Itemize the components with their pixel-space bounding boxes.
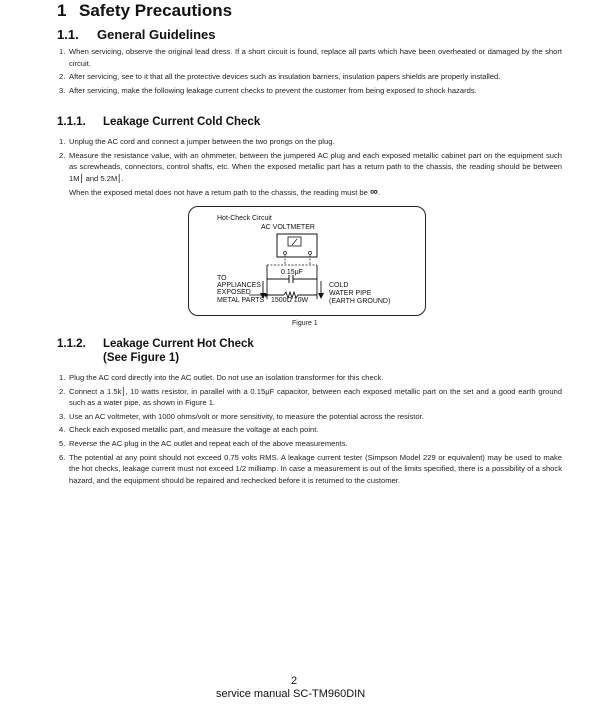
infinity-symbol: ∞ [370, 186, 378, 198]
figure-caption: Figure 1 [292, 320, 318, 327]
right-label-line-2: WATER PIPE [329, 290, 372, 297]
voltmeter-label: AC VOLTMETER [261, 224, 315, 231]
left-label-line-2: APPLIANCES [217, 282, 261, 289]
left-label-line-4: METAL PARTS [217, 297, 265, 304]
footer-title: service manual SC-TM960DIN [216, 688, 366, 700]
voltmeter-body [277, 234, 317, 257]
list-item: 3. Use an AC voltmeter, with 1000 ohms/volt or more sensitivity, to measure the potential across the resistor. [59, 411, 424, 421]
page-number: 2 [291, 675, 298, 687]
cold-check-list [57, 136, 562, 186]
general-number: 1.1. [57, 27, 79, 42]
right-label-line-1: COLD [329, 282, 349, 289]
general-guidelines-list [57, 46, 562, 98]
list-item: 4. Check each exposed metallic part, and measure the voltage at each point. [59, 425, 319, 435]
list-item: 3. After servicing, make the following leakage current checks to prevent the customer from being exposed to shock hazards. [59, 85, 477, 95]
list-item: 5. Reverse the AC plug in the AC outlet and repeat each of the above measurements. [59, 438, 348, 448]
figure-title: Hot-Check Circuit [217, 215, 272, 222]
arrow-down-icon [318, 293, 324, 299]
section-heading [57, 1, 232, 21]
section-title: Safety Precautions [79, 1, 233, 20]
hot-check-circuit-figure [188, 206, 426, 316]
general-title: General Guidelines [97, 27, 216, 42]
list-item: 1. When servicing, observe the original lead dress. If a short circuit is found, replace all parts which have been overheated or damaged by the short circuit. [59, 47, 562, 68]
list-item: 2. Connect a 1.5k⎮, 10 watts resistor, in parallel with a 0.15μF capacitor, between each exposed metallic part on the set and a good earth ground such as a water pipe, as shown in Figure 1. [59, 386, 562, 408]
general-guidelines-heading [57, 27, 216, 42]
cold-check-note: When the exposed metal does not have a return path to the chassis, the reading must be ∞. [69, 186, 380, 198]
resistor-label: 1500Ω 10W [271, 297, 309, 304]
cold-number: 1.1.1. [57, 116, 86, 128]
hot-check-list [57, 372, 562, 488]
cold-title: Leakage Current Cold Check [103, 116, 261, 128]
cold-check-heading [57, 116, 260, 128]
list-item: 1. Plug the AC cord directly into the AC outlet. Do not use an isolation transformer for this check. [59, 373, 384, 382]
list-item: 2. Measure the resistance value, with an ohmmeter, between the jumpered AC plug and each exposed metallic cabinet part on the equipment such as screwheads, connectors, control shafts, etc. When the exposed metallic part has a return path to the chassis, the reading should be between 1M⎮ and 5.2M⎮. [59, 150, 562, 183]
hot-subtitle: (See Figure 1) [103, 352, 180, 364]
left-label-line-3: EXPOSED [217, 289, 251, 296]
hot-check-heading [57, 338, 254, 364]
section-number: 1 [57, 1, 67, 20]
list-item: 6. The potential at any point should not exceed 0.75 volts RMS. A leakage current tester (Simpson Model 229 or equivalent) may be used to make the hot checks, leakage current must not exceed 1/2 milliamp. In case a measurement is out of the limits specified, there is a possibility of a shock hazard, and the equipment should be repaired and rechecked before it is returned to the customer. [59, 452, 562, 485]
left-label-line-1: TO [217, 275, 227, 282]
hot-title: Leakage Current Hot Check [103, 338, 254, 350]
list-item: 1. Unplug the AC cord and connect a jumper between the two prongs on the plug. [59, 137, 335, 146]
right-label-line-3: (EARTH GROUND) [329, 298, 391, 305]
hot-number: 1.1.2. [57, 338, 86, 350]
list-item: 2. After servicing, see to it that all the protective devices such as insulation barriers, insulation papers shields are properly installed. [59, 72, 501, 82]
capacitor-label: 0.15μF [281, 269, 303, 276]
